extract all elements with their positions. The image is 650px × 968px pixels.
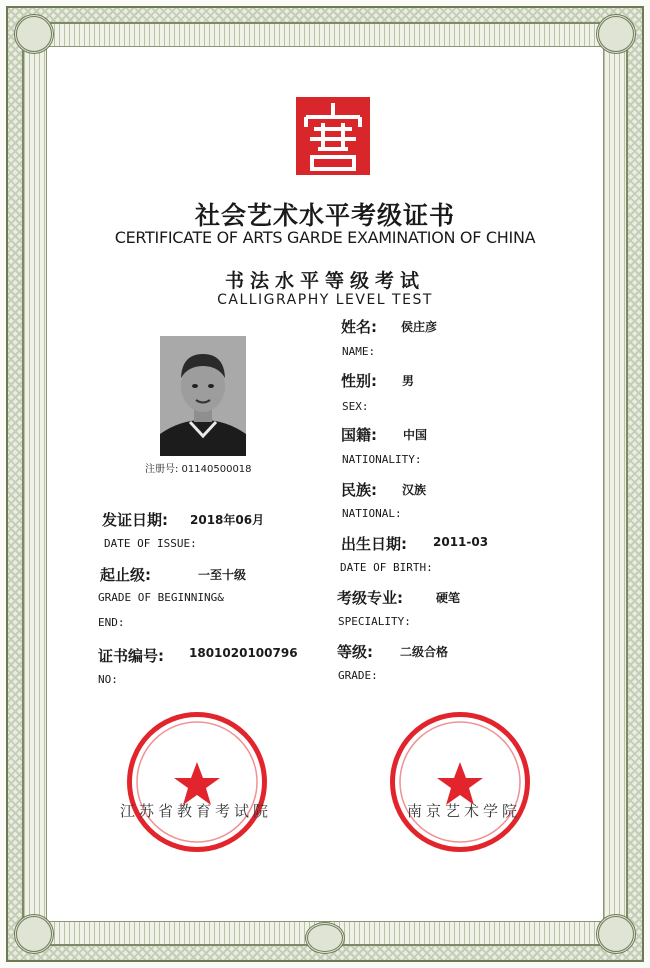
name-label-en: NAME:: [342, 345, 376, 358]
bottom-center-ornament: [305, 922, 345, 954]
left-seal-star-icon: [127, 712, 267, 852]
right-seal-star-icon: [390, 712, 530, 852]
candidate-photo: [160, 336, 246, 456]
exam-subtitle-zh: 书法水平等级考试: [224, 270, 425, 292]
corner-ornament-bottom-right: [596, 914, 636, 954]
registration-number: 注册号: 01140500018: [145, 464, 252, 475]
grade-label-zh: 等级:: [337, 643, 373, 661]
candidate-portrait: [160, 336, 246, 456]
speciality-value: 硬笔: [436, 591, 461, 605]
ethnicity-value: 汉族: [402, 483, 427, 497]
issue-date-value: 2018年06月: [190, 513, 265, 527]
grade-value: 二级合格: [400, 645, 449, 659]
ethnicity-label-zh: 民族:: [341, 481, 377, 499]
speciality-label-en: SPECIALITY:: [338, 615, 411, 628]
right-institution-name: 南京艺术学院: [407, 802, 522, 820]
corner-ornament-bottom-left: [14, 914, 54, 954]
grade-label-en: GRADE:: [338, 669, 378, 682]
issue-date-label-en: DATE OF ISSUE:: [104, 537, 197, 550]
grade-range-label-en-1: GRADE OF BEGINNING&: [98, 591, 224, 604]
birth-date-value: 2011-03: [433, 535, 489, 549]
certificate-no-label-zh: 证书编号:: [98, 647, 164, 665]
nationality-label-en: NATIONALITY:: [342, 453, 422, 466]
emblem-seal: [296, 97, 370, 175]
grade-range-value: 一至十级: [198, 568, 247, 582]
birth-date-label-en: DATE OF BIRTH:: [340, 561, 433, 574]
left-official-seal: [127, 712, 267, 852]
speciality-label-zh: 考级专业:: [337, 589, 403, 607]
emblem-seal-glyph: [296, 97, 370, 175]
issue-date-label-zh: 发证日期:: [102, 511, 168, 529]
certificate-title-en: CERTIFICATE OF ARTS GARDE EXAMINATION OF CHINA: [114, 228, 536, 247]
grade-range-label-zh: 起止级:: [100, 566, 151, 584]
birth-date-label-zh: 出生日期:: [341, 535, 407, 553]
sex-value: 男: [402, 374, 415, 388]
certificate-title-zh: 社会艺术水平考级证书: [194, 201, 455, 230]
name-value: 侯庄彦: [401, 320, 438, 334]
nationality-label-zh: 国籍:: [341, 426, 377, 444]
sex-label-en: SEX:: [342, 400, 369, 413]
corner-ornament-top-left: [14, 14, 54, 54]
certificate-no-value: 1801020100796: [189, 646, 298, 660]
exam-subtitle-en: CALLIGRAPHY LEVEL TEST: [217, 292, 433, 308]
right-official-seal: [390, 712, 530, 852]
name-label-zh: 姓名:: [341, 318, 377, 336]
left-institution-name: 江苏省教育考试院: [120, 802, 273, 820]
ethnicity-label-en: NATIONAL:: [342, 507, 402, 520]
nationality-value: 中国: [403, 428, 428, 442]
sex-label-zh: 性别:: [341, 372, 377, 390]
corner-ornament-top-right: [596, 14, 636, 54]
grade-range-label-en-2: END:: [98, 616, 125, 629]
certificate-no-label-en: NO:: [98, 673, 118, 686]
